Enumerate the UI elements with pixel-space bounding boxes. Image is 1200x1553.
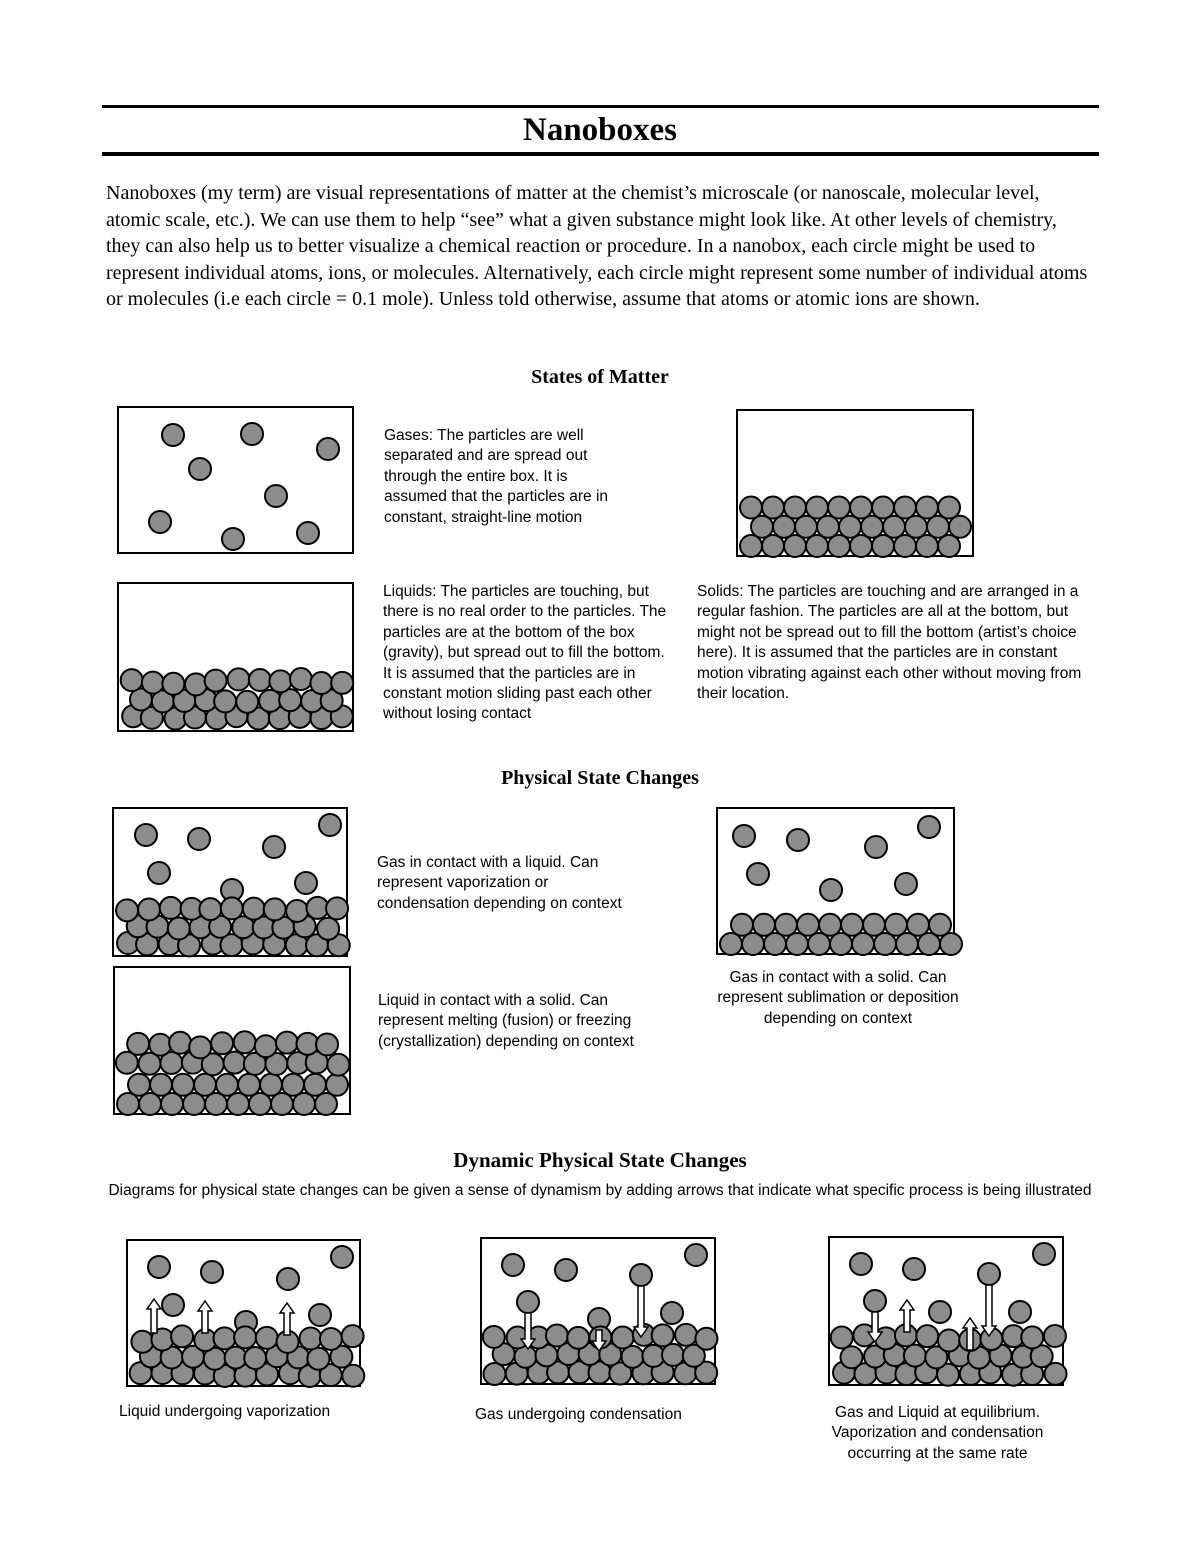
solid-nanobox xyxy=(736,409,974,557)
particle xyxy=(300,1327,322,1349)
particle xyxy=(201,1261,223,1283)
particle xyxy=(149,511,171,533)
particle xyxy=(160,897,182,919)
particle xyxy=(652,1324,674,1346)
particle xyxy=(546,1325,568,1347)
particle xyxy=(865,836,887,858)
particle xyxy=(127,1033,149,1055)
particle xyxy=(831,1326,853,1348)
particle xyxy=(819,914,841,936)
particle xyxy=(286,900,308,922)
particle xyxy=(162,673,184,695)
particle xyxy=(787,829,809,851)
particle xyxy=(326,897,348,919)
particle xyxy=(162,424,184,446)
particle xyxy=(874,933,896,955)
equilibrium-nanobox xyxy=(828,1236,1064,1386)
particle xyxy=(238,1074,260,1096)
condensation-nanobox xyxy=(480,1237,716,1385)
particle xyxy=(142,672,164,694)
particle xyxy=(784,497,806,519)
particle xyxy=(820,879,842,901)
particle xyxy=(630,1264,652,1286)
particle xyxy=(483,1363,505,1385)
down-arrow-icon xyxy=(634,1286,648,1337)
nanobox-drawing xyxy=(482,1239,714,1383)
condensation-caption: Gas undergoing condensation xyxy=(475,1406,682,1423)
gas-nanobox xyxy=(117,406,354,554)
particle xyxy=(265,485,287,507)
particle xyxy=(839,516,861,538)
particle xyxy=(277,1268,299,1290)
gas-solid-nanobox xyxy=(716,807,955,955)
particle xyxy=(234,1031,256,1053)
particle xyxy=(148,862,170,884)
particle xyxy=(249,669,271,691)
particle xyxy=(907,914,929,936)
particle xyxy=(904,1345,926,1367)
particle xyxy=(949,516,971,538)
particle xyxy=(784,535,806,557)
up-arrow-icon xyxy=(198,1301,212,1333)
gas-solid-caption: Gas in contact with a solid. Can represent sublimation or deposition depending on context xyxy=(717,969,959,1027)
particle xyxy=(828,497,850,519)
particle xyxy=(1009,1301,1031,1323)
particle xyxy=(194,1074,216,1096)
particle xyxy=(249,1093,271,1115)
particle xyxy=(978,1263,1000,1285)
particle xyxy=(861,516,883,538)
particle xyxy=(685,1244,707,1266)
particle xyxy=(940,933,962,955)
liquids-caption: Liquids: The particles are touching, but there is no real order to the particles. The particles are at the bottom of the box (gravity), but spread out to fill the bottom. It is assumed that the particles are in constant motion sliding past each other without losing contact xyxy=(383,583,667,723)
particle xyxy=(929,914,951,936)
particle xyxy=(205,670,227,692)
particle xyxy=(310,672,332,694)
particle xyxy=(304,1074,326,1096)
particle xyxy=(211,1032,233,1054)
dynamic-subtitle: Diagrams for physical state changes can be given a sense of dynamism by adding arrows that indicate what specific process is being illustrated xyxy=(108,1182,1092,1199)
particle xyxy=(282,1074,304,1096)
particle xyxy=(806,497,828,519)
particle xyxy=(916,497,938,519)
particle xyxy=(661,1302,683,1324)
particle xyxy=(342,1325,364,1347)
nanobox-drawing xyxy=(119,584,352,730)
particle xyxy=(317,918,339,940)
solids-caption: Solids: The particles are touching and are arranged in a regular fashion. The particles are all at the bottom, but might not be spread out to fill the bottom (artist’s choice here). It is assumed that the particles are in constant motion vibrating against each other without moving from their location. xyxy=(697,583,1082,703)
particle xyxy=(817,516,839,538)
particle xyxy=(236,691,258,713)
particle xyxy=(612,1326,634,1348)
particle xyxy=(205,1093,227,1115)
page-title: Nanoboxes xyxy=(522,112,678,148)
liquid-solid-caption: Liquid in contact with a solid. Can represent melting (fusion) or freezing (crystallization) depending on context xyxy=(378,992,634,1050)
states-heading: States of Matter xyxy=(531,366,669,388)
particle xyxy=(331,1246,353,1268)
particle xyxy=(317,438,339,460)
particle xyxy=(139,1093,161,1115)
particle xyxy=(747,863,769,885)
dynamic-heading: Dynamic Physical State Changes xyxy=(453,1148,747,1172)
particle xyxy=(290,668,312,690)
particle xyxy=(895,873,917,895)
particle xyxy=(903,1258,925,1280)
particle xyxy=(117,1093,139,1115)
particle xyxy=(295,872,317,894)
particle xyxy=(216,1074,238,1096)
particle xyxy=(483,1326,505,1348)
particle xyxy=(234,1326,256,1348)
particle xyxy=(259,690,281,712)
particle xyxy=(319,814,341,836)
particle xyxy=(183,1093,205,1115)
particle xyxy=(221,897,243,919)
nanobox-drawing xyxy=(718,809,953,953)
particle xyxy=(169,1032,191,1054)
particle xyxy=(841,914,863,936)
particle xyxy=(885,914,907,936)
particle xyxy=(271,1093,293,1115)
particle xyxy=(916,535,938,557)
particle xyxy=(199,898,221,920)
particle xyxy=(773,516,795,538)
particle xyxy=(269,670,291,692)
particle xyxy=(260,1074,282,1096)
particle xyxy=(307,1348,329,1370)
particle xyxy=(927,516,949,538)
particle xyxy=(131,1331,153,1353)
particle xyxy=(720,933,742,955)
particle xyxy=(695,1328,717,1350)
particle xyxy=(331,672,353,694)
particle xyxy=(189,1036,211,1058)
particle xyxy=(864,1290,886,1312)
particle xyxy=(742,933,764,955)
particle xyxy=(228,668,250,690)
particle xyxy=(740,535,762,557)
particle xyxy=(168,918,190,940)
particle xyxy=(740,497,762,519)
particle xyxy=(938,1330,960,1352)
particle xyxy=(675,1324,697,1346)
particle xyxy=(872,497,894,519)
particle xyxy=(161,1093,183,1115)
particle xyxy=(241,423,263,445)
particle xyxy=(316,1033,338,1055)
particle xyxy=(918,933,940,955)
nanobox-drawing xyxy=(738,411,972,555)
nanobox-drawing xyxy=(114,809,346,955)
nanobox-drawing xyxy=(115,968,349,1113)
particle xyxy=(841,1346,863,1368)
vaporization-nanobox xyxy=(126,1239,361,1387)
particle xyxy=(171,1325,193,1347)
particle xyxy=(808,933,830,955)
liquid-nanobox xyxy=(117,582,354,732)
particle xyxy=(806,535,828,557)
particle xyxy=(224,1052,246,1074)
particle xyxy=(567,1327,589,1349)
particle xyxy=(850,1253,872,1275)
particle xyxy=(662,1344,684,1366)
particle xyxy=(148,1256,170,1278)
particle xyxy=(227,1093,249,1115)
particle xyxy=(905,516,927,538)
particle xyxy=(894,535,916,557)
particle xyxy=(128,1074,150,1096)
particle xyxy=(938,535,960,557)
particle xyxy=(502,1254,524,1276)
physical-heading: Physical State Changes xyxy=(501,767,699,789)
particle xyxy=(243,898,265,920)
particle xyxy=(256,1327,278,1349)
particle xyxy=(326,1074,348,1096)
particle xyxy=(916,1325,938,1347)
particle xyxy=(775,914,797,936)
particle xyxy=(162,1294,184,1316)
particle xyxy=(852,933,874,955)
particle xyxy=(327,1054,349,1076)
gases-caption: Gases: The particles are well separated and are spread out through the entire box. It is assumed that the particles are in constant, straight-line motion xyxy=(384,427,609,526)
particle xyxy=(121,669,143,691)
nanobox-drawing xyxy=(830,1238,1062,1384)
particle xyxy=(138,898,160,920)
equilibrium-caption: Gas and Liquid at equilibrium. Vaporization and condensation occurring at the same rate xyxy=(831,1404,1044,1462)
particle xyxy=(297,522,319,544)
particle xyxy=(244,1347,266,1369)
particle xyxy=(733,825,755,847)
gas-liquid-caption: Gas in contact with a liquid. Can represent vaporization or condensation depending on context xyxy=(377,854,622,912)
particle xyxy=(731,914,753,936)
particle xyxy=(872,535,894,557)
particle xyxy=(1021,1326,1043,1348)
particle xyxy=(150,1074,172,1096)
particle xyxy=(149,1034,171,1056)
particle xyxy=(1044,1325,1066,1347)
intro-paragraph: Nanoboxes (my term) are visual representations of matter at the chemist’s microscale (or nanoscale, molecular level, atomic scale, etc.). We can use them to help “see” what a given substance might look like. At other levels of chemistry, they can also help us to better visualize a chemical reaction or procedure. In a nanobox, each circle might be used to represent individual atoms, ions, or molecules. Alternatively, each circle might represent some number of individual atoms or molecules (i.e each circle = 0.1 mole). Unless told otherwise, assume that atoms or atomic ions are shown. xyxy=(106,182,1088,310)
particle xyxy=(797,914,819,936)
particle xyxy=(830,933,852,955)
particle xyxy=(189,458,211,480)
liquid-solid-nanobox xyxy=(113,966,351,1115)
particle xyxy=(764,933,786,955)
down-arrow-icon xyxy=(982,1285,996,1336)
particle xyxy=(762,497,784,519)
particle xyxy=(762,535,784,557)
particle xyxy=(753,914,775,936)
particle xyxy=(795,516,817,538)
particle xyxy=(863,914,885,936)
particle xyxy=(264,898,286,920)
particle xyxy=(172,1074,194,1096)
particle xyxy=(938,497,960,519)
particle xyxy=(896,933,918,955)
particle xyxy=(263,836,285,858)
particle xyxy=(786,933,808,955)
particle xyxy=(894,497,916,519)
particle xyxy=(135,824,157,846)
particle xyxy=(255,1035,277,1057)
particle xyxy=(918,816,940,838)
particle xyxy=(315,1093,337,1115)
particle xyxy=(883,516,905,538)
particle xyxy=(214,690,236,712)
particle xyxy=(828,535,850,557)
particle xyxy=(276,1032,298,1054)
particle xyxy=(116,899,138,921)
gas-liquid-nanobox xyxy=(112,807,348,957)
particle xyxy=(850,497,872,519)
particle xyxy=(214,1327,236,1349)
particle xyxy=(309,1304,331,1326)
particle xyxy=(850,535,872,557)
particle xyxy=(929,1301,951,1323)
particle xyxy=(188,828,210,850)
particle xyxy=(342,1365,364,1387)
particle xyxy=(293,1093,315,1115)
particle xyxy=(751,516,773,538)
particle xyxy=(517,1291,539,1313)
particle xyxy=(185,673,207,695)
vaporization-caption: Liquid undergoing vaporization xyxy=(119,1403,331,1420)
up-arrow-icon xyxy=(280,1303,294,1335)
top-rule xyxy=(102,105,1099,108)
up-arrow-icon xyxy=(147,1299,161,1333)
nanobox-drawing xyxy=(128,1241,359,1385)
nanobox-drawing xyxy=(119,408,352,552)
particle xyxy=(222,528,244,550)
particle xyxy=(1033,1243,1055,1265)
particle xyxy=(555,1259,577,1281)
title-underline xyxy=(102,152,1099,156)
particle xyxy=(320,1328,342,1350)
